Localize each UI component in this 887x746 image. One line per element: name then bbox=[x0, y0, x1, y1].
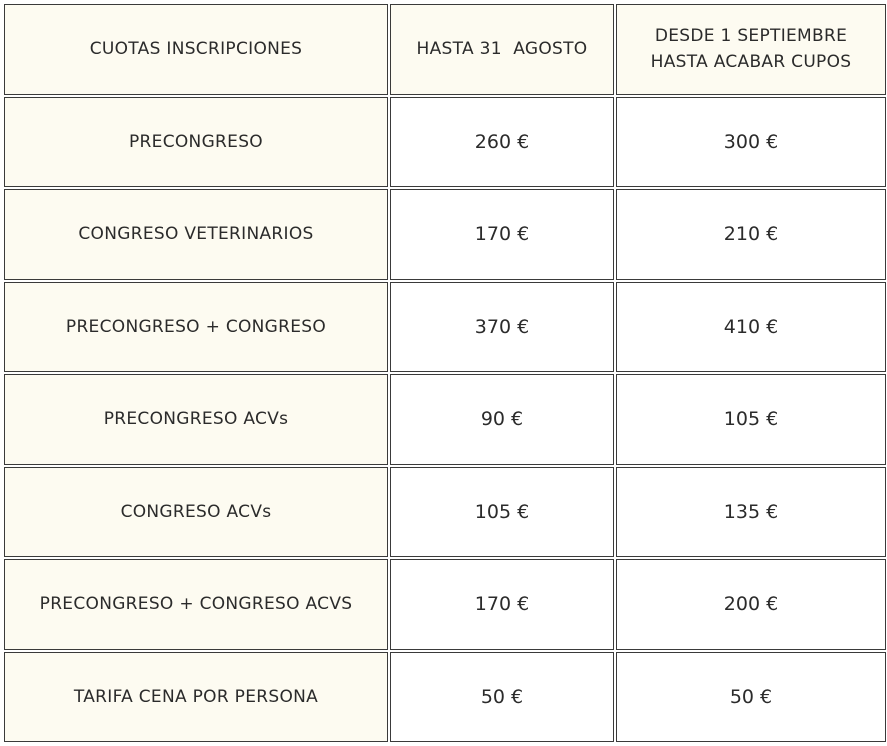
fee-late-price: 50 € bbox=[616, 652, 886, 743]
fee-name-cell: PRECONGRESO + CONGRESO ACVS bbox=[4, 559, 388, 650]
fee-late-price: 410 € bbox=[616, 282, 886, 373]
fee-early-price: 50 € bbox=[390, 652, 614, 743]
fee-name-cell: PRECONGRESO ACVs bbox=[4, 374, 388, 465]
table-row bbox=[4, 97, 886, 188]
fee-early-price: 370 € bbox=[390, 282, 614, 373]
fee-name-cell: TARIFA CENA POR PERSONA bbox=[4, 652, 388, 743]
fee-early-price: 260 € bbox=[390, 97, 614, 188]
fee-early-price: 170 € bbox=[390, 559, 614, 650]
fee-early-price: 105 € bbox=[390, 467, 614, 558]
fee-early-price: 170 € bbox=[390, 189, 614, 280]
header-early-label: HASTA 31 AGOSTO bbox=[416, 39, 588, 60]
fee-late-price: 105 € bbox=[616, 374, 886, 465]
table-row bbox=[4, 374, 886, 465]
fee-name-cell: PRECONGRESO + CONGRESO bbox=[4, 282, 388, 373]
fee-late-price: 135 € bbox=[616, 467, 886, 558]
fee-early-price: 90 € bbox=[390, 374, 614, 465]
registration-fees-table bbox=[2, 2, 887, 744]
fee-name-cell: PRECONGRESO bbox=[4, 97, 388, 188]
fee-late-price: 210 € bbox=[616, 189, 886, 280]
header-category bbox=[4, 4, 388, 95]
header-category-label: CUOTAS INSCRIPCIONES bbox=[89, 39, 303, 60]
fee-name-cell: CONGRESO ACVs bbox=[4, 467, 388, 558]
table-row bbox=[4, 652, 886, 743]
fee-late-price: 300 € bbox=[616, 97, 886, 188]
header-late-label-line1: DESDE 1 SEPTIEMBRE bbox=[654, 26, 848, 47]
header-late-label-line2: HASTA ACABAR CUPOS bbox=[650, 52, 852, 73]
table-row bbox=[4, 189, 886, 280]
fee-late-price: 200 € bbox=[616, 559, 886, 650]
table-header-row bbox=[4, 4, 886, 95]
table-row bbox=[4, 282, 886, 373]
fee-name-cell: CONGRESO VETERINARIOS bbox=[4, 189, 388, 280]
header-late-deadline bbox=[616, 4, 886, 95]
table-row bbox=[4, 559, 886, 650]
header-early-deadline bbox=[390, 4, 614, 95]
table-row bbox=[4, 467, 886, 558]
